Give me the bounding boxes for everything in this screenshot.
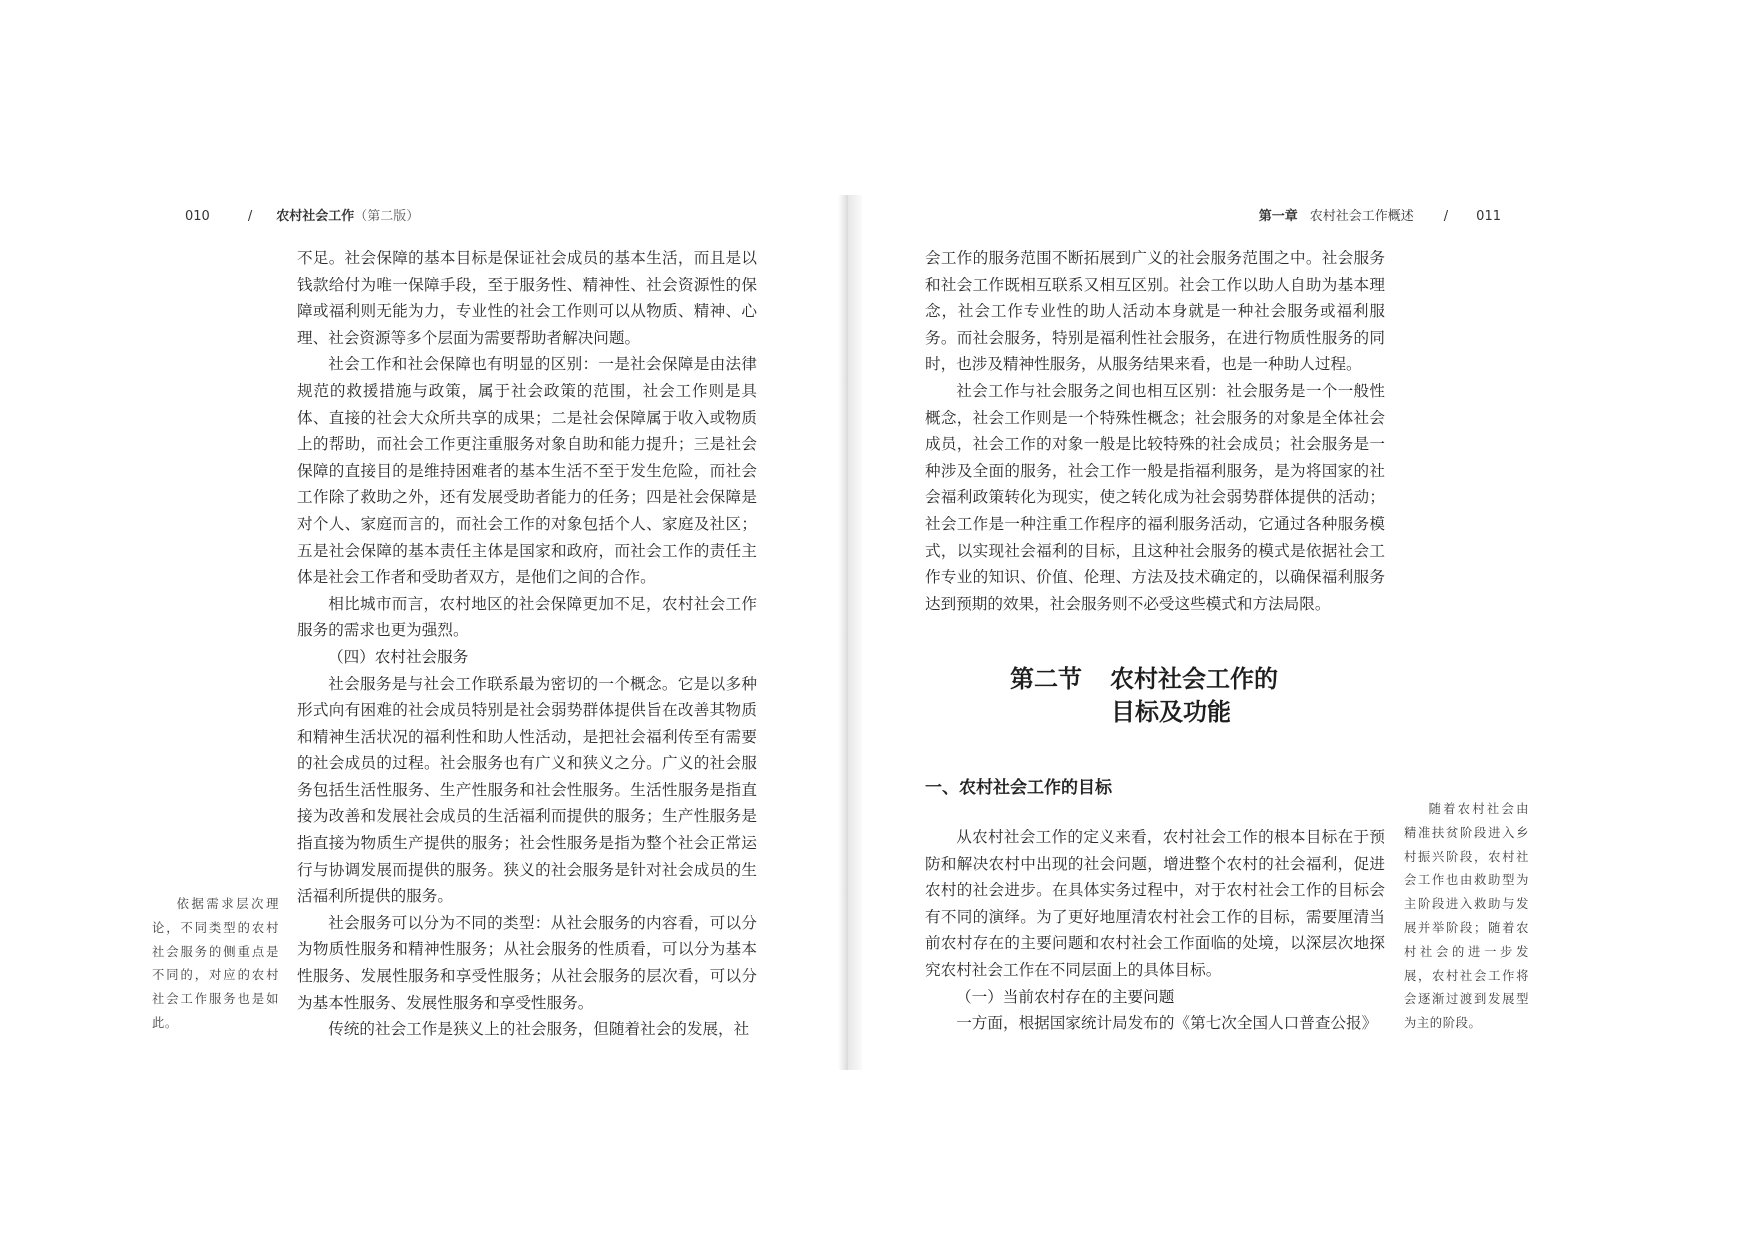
- book-gutter-shadow: [838, 195, 848, 1070]
- left-page-number: 010: [185, 209, 210, 224]
- paragraph: 相比城市而言，农村地区的社会保障更加不足，农村社会工作服务的需求也更为强烈。: [297, 594, 757, 640]
- right-body-column-top: [925, 245, 1385, 617]
- book-edition: （第二版）: [354, 209, 420, 224]
- right-running-head: [1259, 205, 1501, 224]
- section-title-line2: 目标及功能: [1111, 697, 1231, 726]
- paragraph: 社会工作和社会保障也有明显的区别：一是社会保障是由法律规范的救援措施与政策，属于社会政策的范围，社会工作则是具体、直接的社会大众所共享的成果；二是社会保障属于收入或物质上的帮助，而社会工作更注重服务对象自助和能力提升；三是社会保障的直接目的是维持困难者的基本生活不至于发生危险，而社会工作除了救助之外，还有发展受助者能力的任务；四是社会保障是对个人、家庭而言的，而社会工作的对象包括个人、家庭及社区；五是社会保障的基本责任主体是国家和政府，而社会工作的责任主体是社会工作者和受助者双方，是他们之间的合作。: [297, 355, 757, 587]
- paragraph: 传统的社会工作是狭义上的社会服务，但随着社会的发展，社: [328, 1020, 750, 1039]
- section-title: [1010, 662, 1278, 728]
- book-gutter-shadow-right: [848, 195, 862, 1070]
- left-margin-note: 依据需求层次理论，不同类型的农村社会服务的侧重点是不同的，对应的农村社会工作服务也是如此。: [152, 897, 279, 1030]
- paragraph: 一方面，根据国家统计局发布的《第七次全国人口普查公报》: [956, 1014, 1378, 1033]
- book-title: 农村社会工作: [276, 209, 355, 224]
- left-head-separator: /: [247, 209, 253, 224]
- paragraph: 社会服务是与社会工作联系最为密切的一个概念。它是以多种形式向有困难的社会成员特别是社会弱势群体提供旨在改善其物质和精神生活状况的福利性和助人性活动，是把社会福利传至有需要的社会成员的过程。社会服务也有广义和狭义之分。广义的社会服务包括生活性服务、生产性服务和社会性服务。生活性服务是指直接为改善和发展社会成员的生活福利而提供的服务；生产性服务是指直接为物质生产提供的服务；社会性服务是指为整个社会正常运行与协调发展而提供的服务。狭义的社会服务是针对社会成员的生活福利所提供的服务。: [297, 674, 757, 906]
- paragraph: 从农村社会工作的定义来看，农村社会工作的根本目标在于预防和解决农村中出现的社会问题，增进整个农村的社会福利，促进农村的社会进步。在具体实务过程中，对于农村社会工作的目标会有不同的演绎。为了更好地厘清农村社会工作的目标，需要厘清当前农村存在的主要问题和农村社会工作面临的处境，以深层次地探究农村社会工作在不同层面上的具体目标。: [925, 828, 1385, 979]
- paragraph: 会工作的服务范围不断拓展到广义的社会服务范围之中。社会服务和社会工作既相互联系又相互区别。社会工作以助人自助为基本理念，社会工作专业性的助人活动本身就是一种社会服务或福利服务。而社会服务，特别是福利性社会服务，在进行物质性服务的同时，也涉及精神性服务，从服务结果来看，也是一种助人过程。: [925, 249, 1385, 374]
- chapter-title: 农村社会工作概述: [1309, 209, 1414, 224]
- paragraph: 社会服务可以分为不同的类型：从社会服务的内容看，可以分为物质性服务和精神性服务；从社会服务的性质看，可以分为基本性服务、发展性服务和享受性服务；从社会服务的层次看，可以分为基本性服务、发展性服务和享受性服务。: [297, 913, 757, 1012]
- right-body-column-bottom: [925, 824, 1385, 1037]
- right-page-number: 011: [1476, 209, 1501, 224]
- section-number: 第二节: [1010, 664, 1082, 693]
- paragraph: 不足。社会保障的基本目标是保证社会成员的基本生活，而且是以钱款给付为唯一保障手段，至于服务性、精神性、社会资源性的保障或福利则无能为力，专业性的社会工作则可以从物质、精神、心理、社会资源等多个层面为需要帮助者解决问题。: [297, 249, 757, 347]
- left-body-column: [297, 245, 757, 1043]
- right-margin-note: 随着农村社会由精准扶贫阶段进入乡村振兴阶段，农村社会工作也由救助型为主阶段进入救助与发展并举阶段；随着农村社会的进一步发展，农村社会工作将会逐渐过渡到发展型为主的阶段。: [1404, 802, 1529, 1031]
- paragraph: 社会工作与社会服务之间也相互区别：社会服务是一个一般性概念，社会工作则是一个特殊性概念；社会服务的对象是全体社会成员，社会工作的对象一般是比较特殊的社会成员；社会服务是一种涉及全面的服务，社会工作一般是指福利服务，是为将国家的社会福利政策转化为现实，使之转化成为社会弱势群体提供的活动；社会工作是一种注重工作程序的福利服务活动，它通过各种服务模式，以实现社会福利的目标，且这种社会服务的模式是依据社会工作专业的知识、价值、伦理、方法及技术确定的，以确保福利服务达到预期的效果，社会服务则不必受这些模式和方法局限。: [925, 381, 1385, 613]
- right-head-separator: /: [1443, 209, 1449, 224]
- level1-heading: 一、农村社会工作的目标: [925, 778, 1112, 798]
- subheading-main-rural-problems: （一）当前农村存在的主要问题: [956, 987, 1175, 1006]
- left-running-head: [185, 205, 419, 224]
- section-title-line1: 农村社会工作的: [1110, 664, 1278, 693]
- subheading-rural-social-services: （四）农村社会服务: [328, 647, 469, 666]
- chapter-label: 第一章: [1258, 209, 1298, 224]
